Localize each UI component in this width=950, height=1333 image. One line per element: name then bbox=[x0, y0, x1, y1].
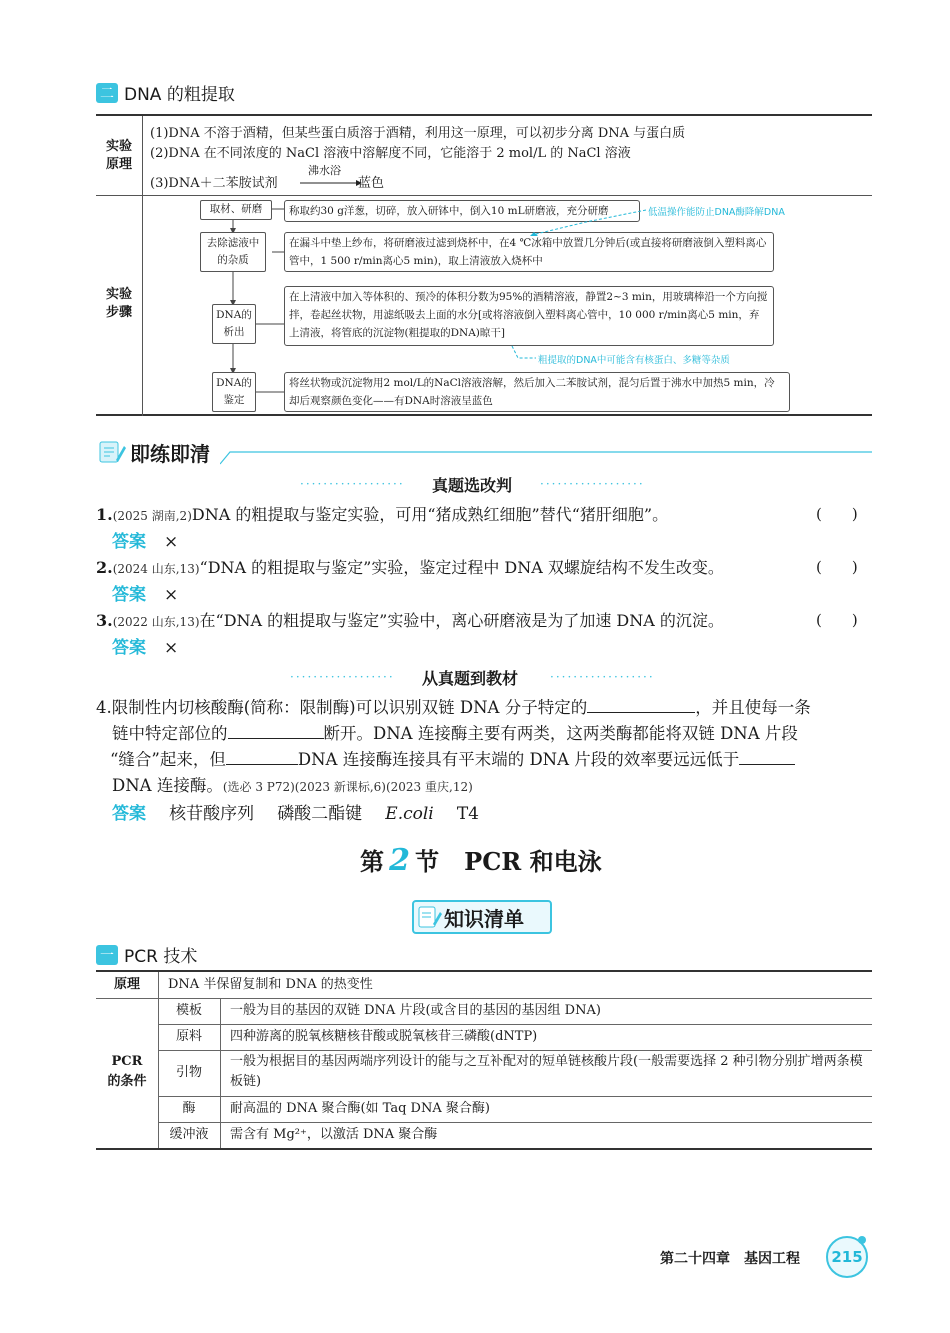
principle-1: (1)DNA 不溶于酒精，但某些蛋白质溶于酒精，利用这一原理，可以初步分离 DNA 与蛋白质 bbox=[150, 126, 686, 141]
question-2: 2.(2024 山东,13)“DNA 的粗提取与鉴定”实验，鉴定过程中 DNA 双螺旋结构不发生改变。 bbox=[96, 558, 724, 577]
step-label-identify: DNA的鉴定 bbox=[212, 372, 256, 412]
condition-value-material: 四种游离的脱氧核糖核苷酸或脱氧核苷三磷酸(dNTP) bbox=[230, 1029, 538, 1044]
reaction-arrow-icon bbox=[300, 178, 362, 188]
subsection-title-2: 从真题到教材 bbox=[422, 669, 519, 688]
note-arrow-1-icon bbox=[526, 202, 656, 242]
step-text-grind: 称取约30 g洋葱，切碎，放入研钵中，倒入10 mL研磨液，充分研磨 bbox=[284, 200, 640, 222]
principle-label: 原理 bbox=[113, 977, 140, 992]
pcr-table bbox=[96, 970, 872, 1150]
condition-key-material: 原料 bbox=[175, 1029, 202, 1044]
principle-result: 蓝色 bbox=[358, 176, 385, 191]
section-heading-pcr bbox=[96, 942, 197, 967]
condition-value-template: 一般为目的基因的双链 DNA 片段(或含目的基因的基因组 DNA) bbox=[230, 1003, 601, 1018]
page-dot-icon bbox=[858, 1236, 866, 1244]
answer-bracket-3: ( ) bbox=[816, 611, 858, 629]
section-title: PCR 技术 bbox=[124, 947, 198, 967]
condition-value-buffer: 需含有 Mg²⁺，以激活 DNA 聚合酶 bbox=[230, 1127, 438, 1142]
answer-3: 答案 × bbox=[112, 638, 179, 658]
notebook-icon bbox=[416, 904, 442, 930]
note-low-temp: 低温操作能防止DNA酶降解DNA bbox=[648, 207, 785, 218]
answer-1: 答案 × bbox=[112, 532, 179, 552]
conditions-label: PCR 的条件 bbox=[107, 1054, 147, 1089]
principle-value: DNA 半保留复制和 DNA 的热变性 bbox=[168, 977, 373, 992]
arrow-condition: 沸水浴 bbox=[308, 164, 341, 177]
condition-value-enzyme: 耐高温的 DNA 聚合酶(如 Taq DNA 聚合酶) bbox=[230, 1101, 490, 1116]
condition-key-template: 模板 bbox=[175, 1003, 202, 1018]
question-4-line-1: 4.限制性内切核酸酶(简称：限制酶)可以识别双链 DNA 分子特定的 ，并且使每一条 bbox=[96, 698, 811, 717]
question-3: 3.(2022 山东,13)在“DNA 的粗提取与鉴定”实验中，离心研磨液是为了加速 DNA 的沉淀。 bbox=[96, 611, 724, 630]
step-label-grind: 取材、研磨 bbox=[200, 200, 272, 220]
condition-key-primer: 引物 bbox=[175, 1065, 202, 1080]
step-label-precipitate: DNA的析出 bbox=[212, 304, 256, 344]
question-1: 1.(2025 湖南,2)DNA 的粗提取与鉴定实验，可用“猪成熟红细胞”替代“猪肝细胞”。 bbox=[96, 505, 669, 524]
page-number: 215 bbox=[826, 1236, 868, 1278]
question-4-line-2: 链中特定部位的 断开。DNA 连接酶主要有两类，这两类酶都能将双链 DNA 片段 bbox=[112, 724, 798, 743]
section-title: DNA 的粗提取 bbox=[124, 85, 235, 105]
practice-rule bbox=[220, 448, 872, 468]
footer-chapter: 第二十四章 基因工程 bbox=[660, 1251, 800, 1267]
condition-key-enzyme: 酶 bbox=[182, 1101, 196, 1116]
step-text-identify: 将丝状物或沉淀物用2 mol/L的NaCl溶液溶解，然后加入二苯胺试剂，混匀后置于沸水中加热5 min，冷却后观察颜色变化——有DNA时溶液呈蓝色 bbox=[284, 372, 790, 412]
principle-3: (3)DNA＋二苯胺试剂 bbox=[150, 176, 278, 191]
question-4-line-4: DNA 连接酶。(选必 3 P72)(2023 新课标,6)(2023 重庆,12) bbox=[112, 776, 473, 795]
step-text-precipitate: 在上清液中加入等体积的、预冷的体积分数为95%的酒精溶液，静置2~3 min，用玻璃棒沿一个方向搅拌，卷起丝状物，用滤纸吸去上面的水分[或将溶液倒入塑料离心管中，10 000 r/min离心5 min，弃上清液，将管底的沉淀物(粗提取的DNA)晾干] bbox=[284, 286, 774, 346]
practice-pencil-icon bbox=[96, 438, 126, 466]
principle-2: (2)DNA 在不同浓度的 NaCl 溶液中溶解度不同，它能溶于 2 mol/L 的 NaCl 溶液 bbox=[150, 146, 631, 161]
subsection-title-1: 真题选改判 bbox=[432, 476, 513, 495]
section-heading-dna-extraction bbox=[96, 80, 235, 105]
note-arrow-2-icon bbox=[510, 344, 540, 364]
answer-bracket-2: ( ) bbox=[816, 558, 858, 576]
step-label-filter: 去除滤液中的杂质 bbox=[200, 232, 266, 272]
step-text-filter: 在漏斗中垫上纱布，将研磨液过滤到烧杯中，在4 ℃冰箱中放置几分钟后(或直接将研磨液倒入塑料离心管中，1 500 r/min离心5 min)，取上清液放入烧杯中 bbox=[284, 232, 774, 272]
answer-2: 答案 × bbox=[112, 585, 179, 605]
answer-4: 答案 核苷酸序列 磷酸二酯键 E.coli T4 bbox=[112, 804, 479, 824]
section-title-pcr: 第 2 节 PCR 和电泳 bbox=[360, 843, 602, 878]
principle-label: 实验 原理 bbox=[105, 139, 132, 172]
knowledge-list-title: 知识清单 bbox=[444, 907, 524, 931]
condition-key-buffer: 缓冲液 bbox=[169, 1127, 209, 1142]
note-impurities: 粗提取的DNA中可能含有核蛋白、多糖等杂质 bbox=[538, 355, 730, 366]
section-badge: 一 bbox=[96, 945, 118, 965]
answer-bracket-1: ( ) bbox=[816, 505, 858, 523]
question-4-line-3: “缝合”起来，但 DNA 连接酶连接具有平末端的 DNA 片段的效率要远远低于 bbox=[110, 746, 795, 770]
condition-value-primer: 一般为根据目的基因两端序列设计的能与之互补配对的短单链核酸片段(一般需要选择 2 种引物分别扩增两条模板链) bbox=[230, 1054, 863, 1089]
steps-label: 实验 步骤 bbox=[105, 287, 132, 320]
practice-title: 即练即清 bbox=[130, 442, 210, 466]
dna-extraction-table bbox=[96, 114, 872, 416]
section-badge: 二 bbox=[96, 83, 118, 103]
